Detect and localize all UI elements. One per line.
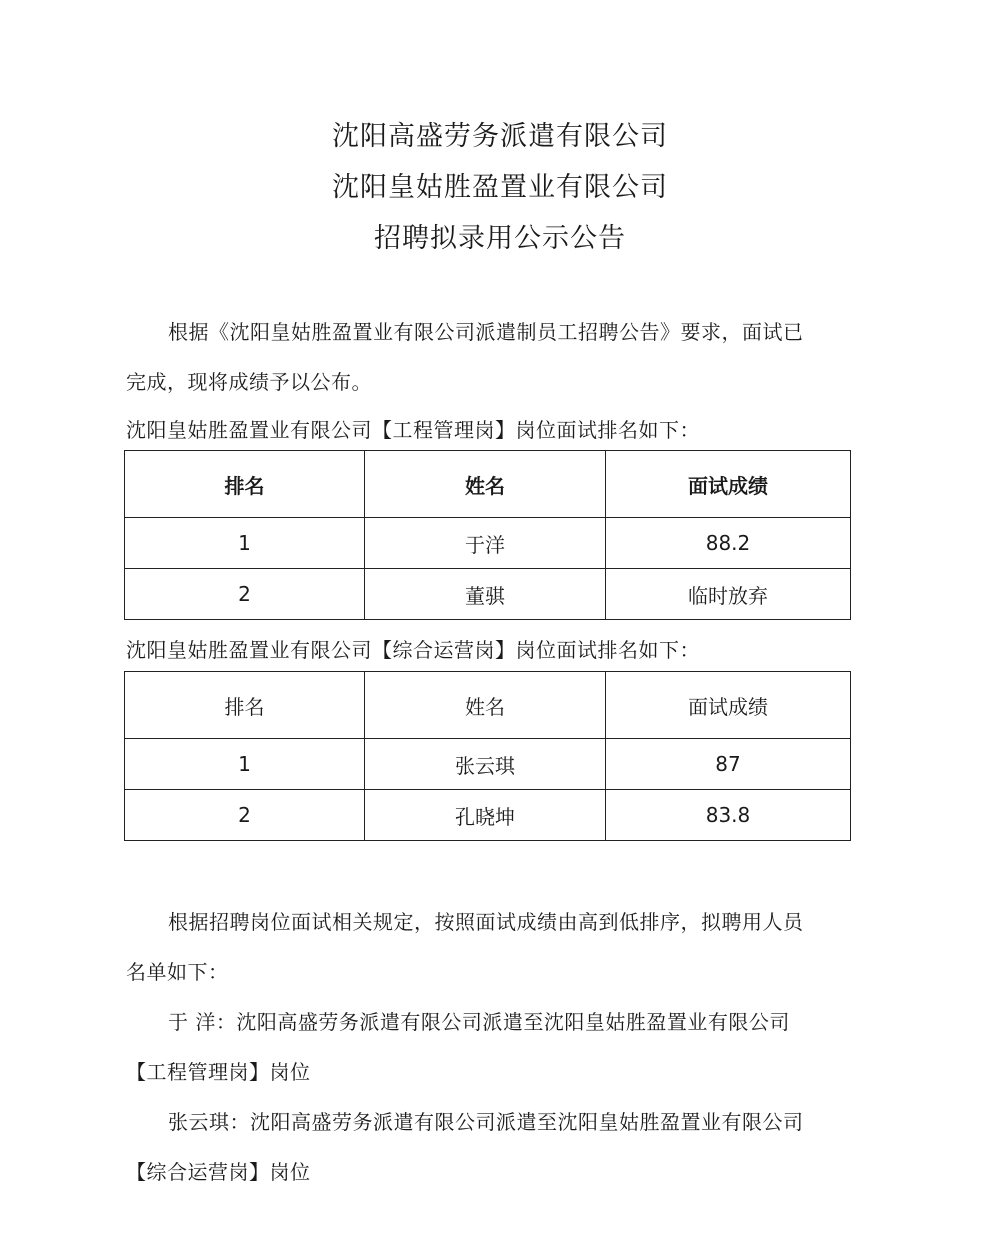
- cell-name: 于洋: [365, 518, 606, 569]
- cell-name: 张云琪: [365, 739, 606, 790]
- header-score: 面试成绩: [606, 451, 851, 518]
- cell-rank: 1: [125, 739, 365, 790]
- hire-2-line-1: 张云琪：沈阳高盛劳务派遣有限公司派遣至沈阳皇姑胜盈置业有限公司: [168, 1110, 804, 1134]
- cell-score: 临时放弃: [606, 569, 851, 620]
- intro-line-2: 完成，现将成绩予以公布。: [126, 370, 372, 394]
- table-header-row: [125, 672, 851, 739]
- table-row: [125, 739, 851, 790]
- section-1-heading: 沈阳皇姑胜盈置业有限公司【工程管理岗】岗位面试排名如下：: [126, 418, 700, 442]
- title-line-1: 沈阳高盛劳务派遣有限公司: [332, 121, 668, 152]
- header-score: 面试成绩: [606, 672, 851, 739]
- header-rank: 排名: [125, 451, 365, 518]
- cell-name: 董骐: [365, 569, 606, 620]
- header-rank: 排名: [125, 672, 365, 739]
- conclusion-line-2: 名单如下：: [126, 960, 229, 984]
- table-row: [125, 518, 851, 569]
- header-name: 姓名: [365, 451, 606, 518]
- cell-score: 87: [606, 739, 851, 790]
- ranking-table-engineering: [124, 450, 851, 620]
- cell-score: 88.2: [606, 518, 851, 569]
- header-name: 姓名: [365, 672, 606, 739]
- hire-2-line-2: 【综合运营岗】岗位: [126, 1160, 311, 1184]
- conclusion-line-1: 根据招聘岗位面试相关规定，按照面试成绩由高到低排序，拟聘用人员: [168, 910, 804, 934]
- title-line-3: 招聘拟录用公示公告: [374, 223, 626, 254]
- cell-score: 83.8: [606, 790, 851, 841]
- hire-1-line-2: 【工程管理岗】岗位: [126, 1060, 311, 1084]
- intro-line-1: 根据《沈阳皇姑胜盈置业有限公司派遣制员工招聘公告》要求，面试已: [168, 320, 804, 344]
- title-line-2: 沈阳皇姑胜盈置业有限公司: [332, 172, 668, 203]
- cell-rank: 2: [125, 569, 365, 620]
- table-row: [125, 569, 851, 620]
- cell-rank: 1: [125, 518, 365, 569]
- table-header-row: [125, 451, 851, 518]
- ranking-table-operations: [124, 671, 851, 841]
- table-row: [125, 790, 851, 841]
- section-2-heading: 沈阳皇姑胜盈置业有限公司【综合运营岗】岗位面试排名如下：: [126, 638, 700, 662]
- cell-rank: 2: [125, 790, 365, 841]
- cell-name: 孔晓坤: [365, 790, 606, 841]
- hire-1-line-1: 于 洋：沈阳高盛劳务派遣有限公司派遣至沈阳皇姑胜盈置业有限公司: [168, 1010, 790, 1034]
